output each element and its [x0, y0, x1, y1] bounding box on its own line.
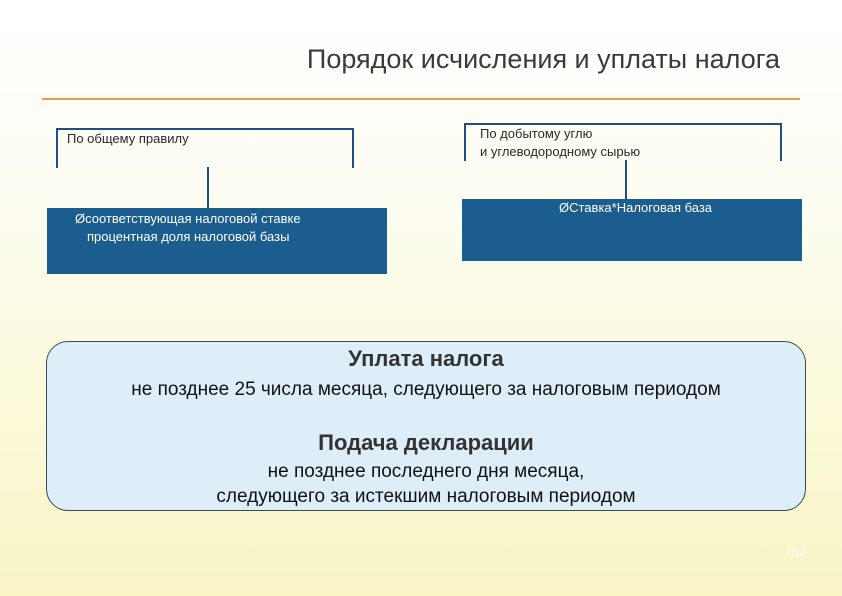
right-branch-label	[480, 125, 640, 161]
right-formula-text: ØСтавка*Налоговая база	[559, 200, 713, 215]
deadlines-panel	[46, 341, 806, 511]
left-connector	[207, 167, 209, 209]
left-formula-line2: процентная доля налоговой базы	[87, 229, 290, 244]
right-formula-box	[462, 199, 802, 261]
page-title: Порядок исчисления и уплаты налога	[306, 44, 780, 74]
declaration-heading: Подача декларации	[318, 430, 534, 455]
declaration-deadline-line1: не позднее последнего дня месяца,	[267, 461, 585, 482]
declaration-deadline-line2: следующего за истекшим налоговым периодом	[216, 486, 636, 507]
right-branch-label-line2: и углеводородному сырью	[480, 144, 641, 159]
payment-heading: Уплата налога	[348, 346, 504, 371]
title-divider	[42, 98, 800, 100]
payment-deadline-text: не позднее 25 числа месяца, следующего за налоговым периодом	[131, 379, 721, 400]
left-formula-box	[47, 208, 387, 274]
right-branch-label-line1: По добытому углю	[480, 126, 593, 141]
page-number: 1/14	[786, 548, 806, 559]
left-formula-line1: Øсоответствующая налоговой ставке	[75, 211, 301, 226]
right-connector	[625, 160, 627, 200]
left-branch-label: По общему правилу	[67, 131, 189, 146]
